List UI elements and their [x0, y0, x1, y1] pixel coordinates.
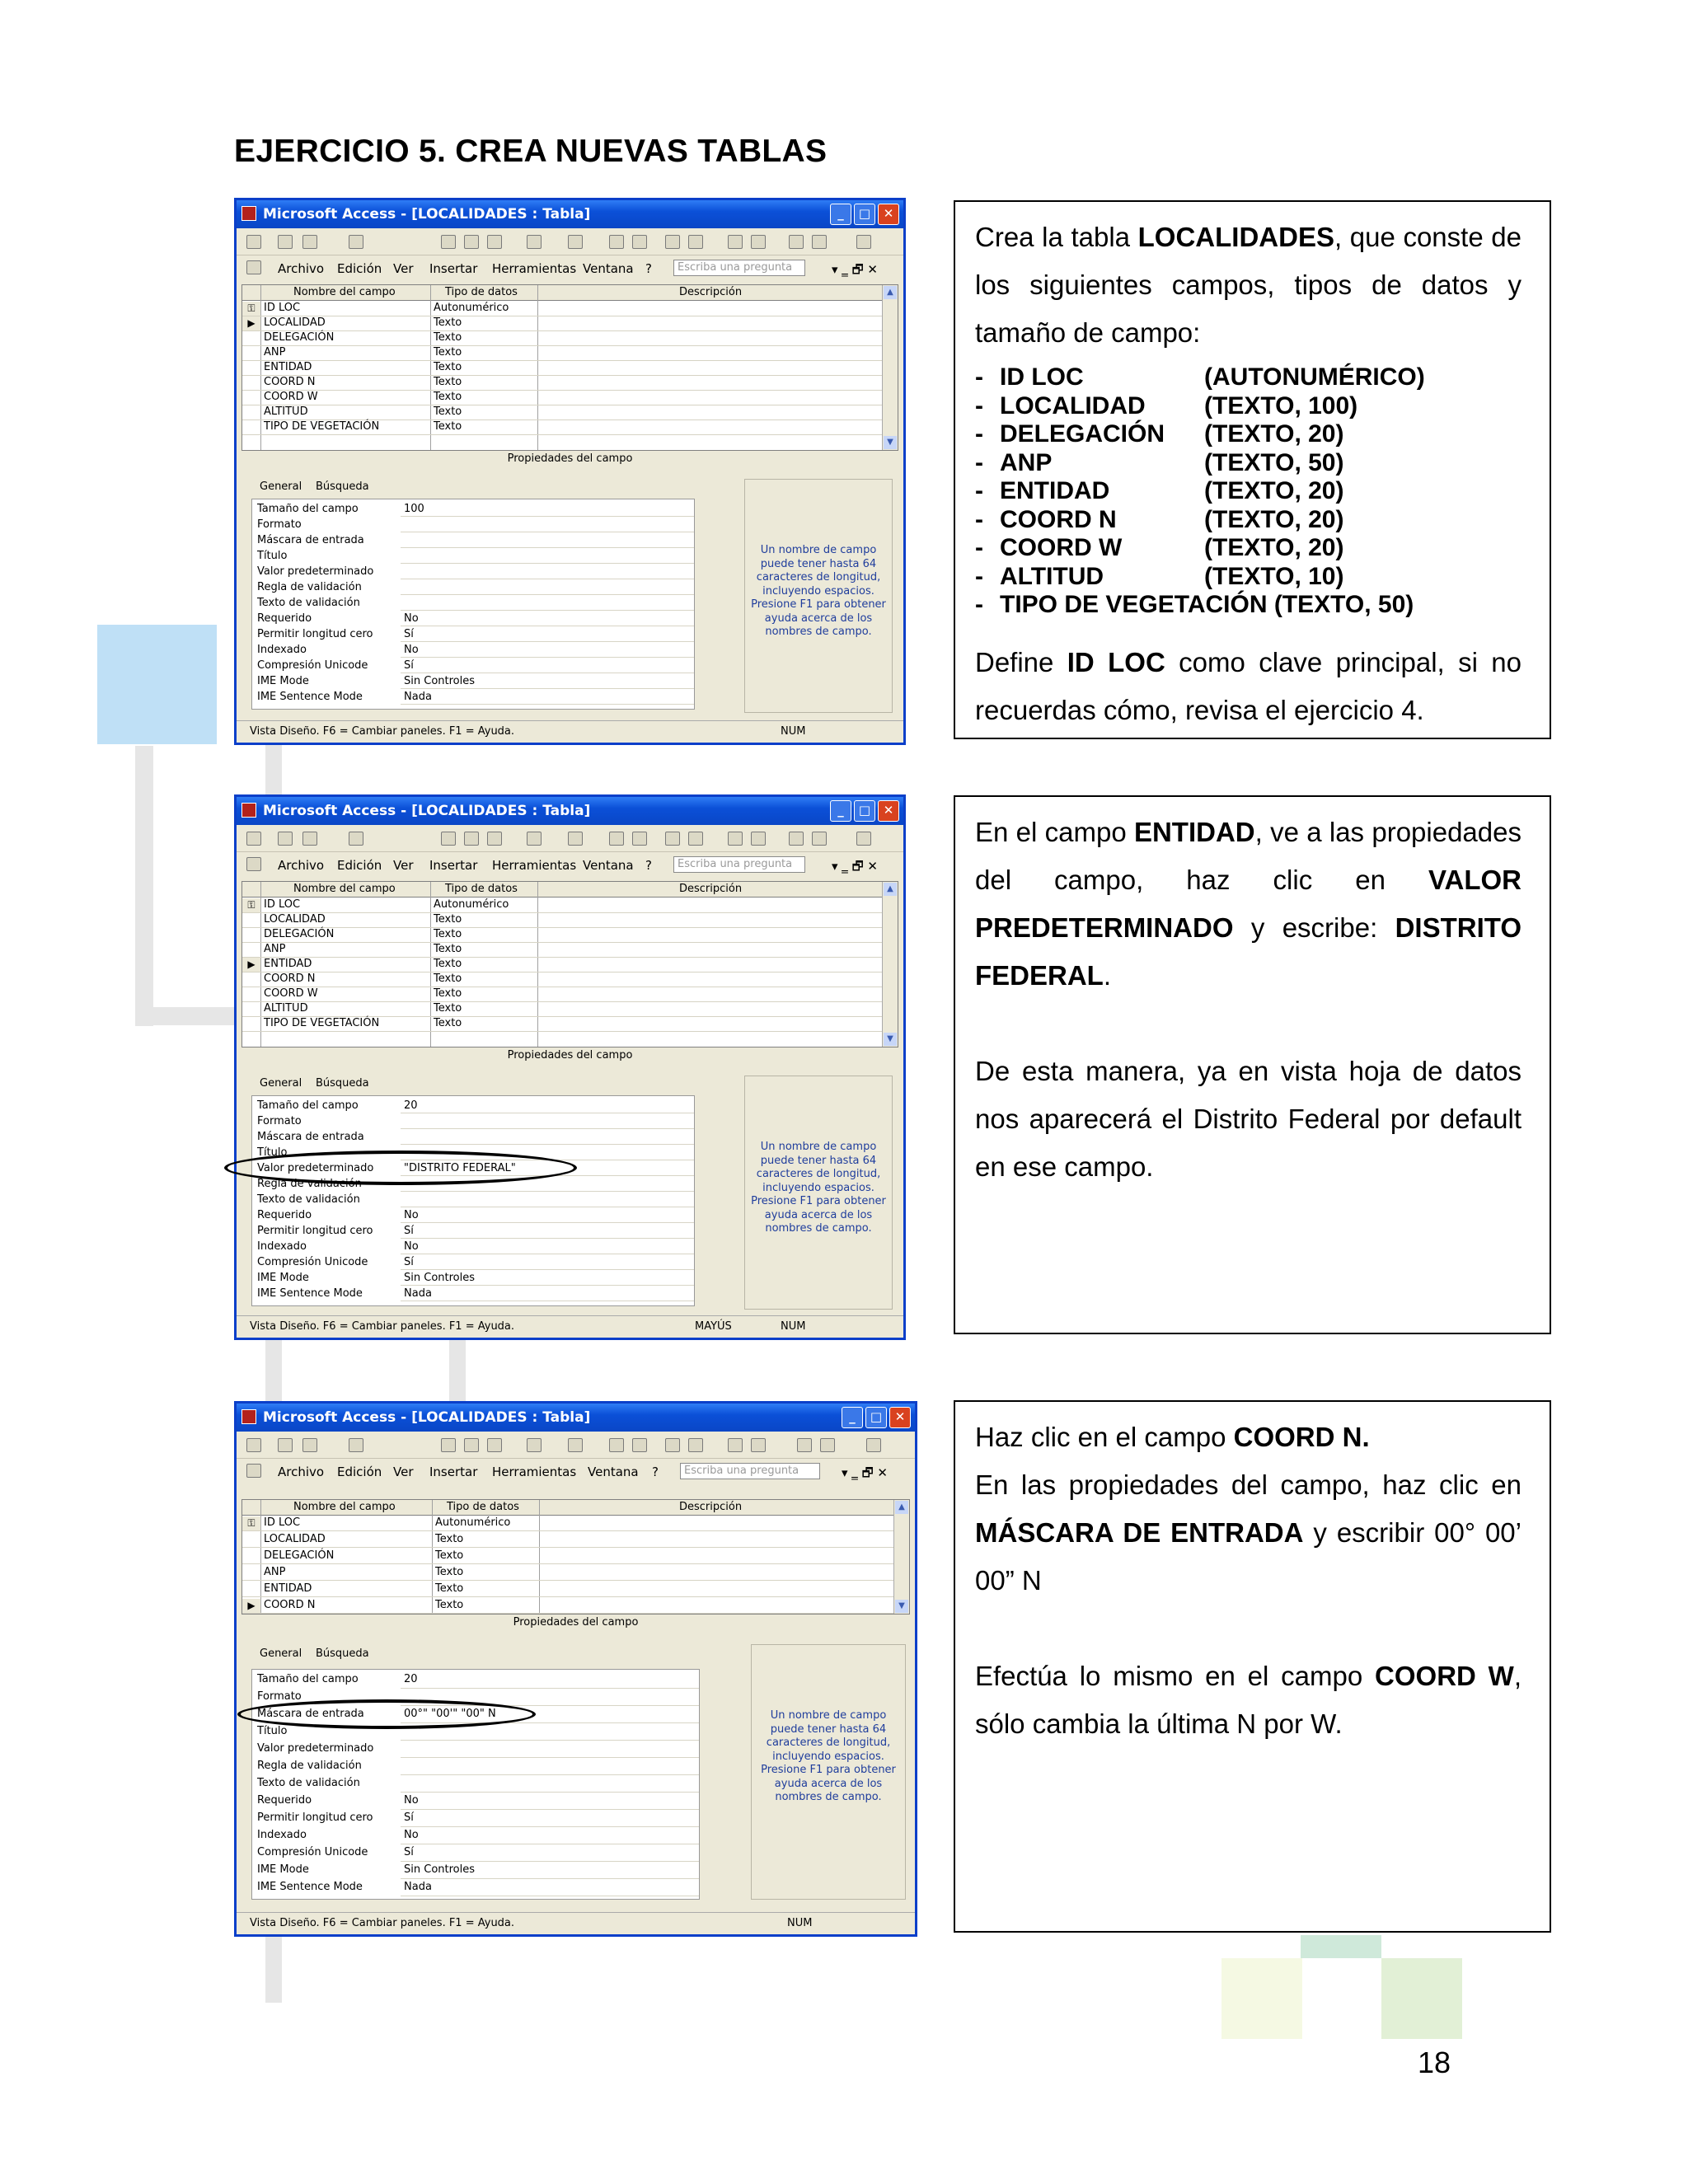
- highlight-ellipse: [237, 1699, 536, 1729]
- menu-bar: [237, 1460, 915, 1484]
- property-row[interactable]: Título: [252, 548, 694, 564]
- table-row[interactable]: ⚿ ID LOC Autonumérico: [242, 898, 883, 913]
- col-field-name: Nombre del campo: [293, 286, 396, 298]
- field-properties: [251, 499, 695, 710]
- status-num: NUM: [787, 1917, 813, 1929]
- close-button[interactable]: ✕: [878, 204, 899, 225]
- menu-herramientas[interactable]: Herramientas: [492, 261, 577, 276]
- title-bar: [237, 1404, 915, 1432]
- current-row-arrow-icon: ▶: [242, 1599, 261, 1613]
- property-row[interactable]: IME Sentence Mode Nada: [252, 1879, 699, 1896]
- tab-general[interactable]: General: [260, 480, 302, 493]
- table-row[interactable]: TIPO DE VEGETACIÓN Texto: [242, 1016, 883, 1032]
- table-icon: [246, 1464, 261, 1478]
- menu-insertar[interactable]: Insertar: [429, 858, 478, 873]
- save-icon[interactable]: [278, 832, 293, 846]
- menu-archivo[interactable]: Archivo: [278, 261, 325, 276]
- table-row[interactable]: ALTITUD Texto: [242, 1001, 883, 1017]
- property-row[interactable]: Máscara de entrada: [252, 532, 694, 548]
- table-row[interactable]: LOCALIDAD Texto: [242, 1532, 894, 1548]
- page-number: 18: [1418, 2046, 1451, 2079]
- property-row[interactable]: Indexado No: [252, 642, 694, 658]
- preview-icon[interactable]: [349, 1438, 363, 1452]
- decor-gray-bar: [265, 1339, 282, 1405]
- database-window-icon[interactable]: [797, 1438, 812, 1452]
- decor-gray-bar: [265, 1937, 282, 2003]
- col-data-type: Tipo de datos: [447, 1501, 519, 1513]
- database-window-icon[interactable]: [789, 235, 804, 249]
- table-row[interactable]: ENTIDAD Texto: [242, 1582, 894, 1597]
- field-item: - COORD N (TEXTO, 20): [975, 505, 1344, 533]
- property-row[interactable]: Título: [252, 1145, 694, 1160]
- close-button[interactable]: ✕: [889, 1407, 911, 1428]
- table-row[interactable]: ▶ COORD N Texto: [242, 1598, 894, 1614]
- tab-busqueda[interactable]: Búsqueda: [316, 1077, 369, 1090]
- menu-ver[interactable]: Ver: [393, 261, 414, 276]
- field-item: - ID LOC (AUTONUMÉRICO): [975, 363, 1425, 391]
- undo-icon[interactable]: [527, 235, 542, 249]
- property-row-valor-predeterminado[interactable]: Valor predeterminado "DISTRITO FEDERAL": [252, 1160, 694, 1176]
- property-row[interactable]: Regla de validación: [252, 1176, 694, 1192]
- property-row[interactable]: Tamaño del campo 20: [252, 1671, 699, 1689]
- menu-help[interactable]: ?: [652, 1465, 659, 1479]
- redo-icon[interactable]: [568, 1438, 583, 1452]
- access-app-icon: [241, 1409, 256, 1424]
- decor-gray-bar: [265, 744, 282, 802]
- save-icon[interactable]: [278, 1438, 293, 1452]
- properties-caption: Propiedades del campo: [507, 1049, 633, 1062]
- instruction-box-1: [954, 200, 1551, 739]
- decor-cream-square: [1221, 1958, 1302, 2039]
- access-window-2: [234, 794, 906, 1340]
- view-icon[interactable]: [246, 1438, 261, 1452]
- menu-herramientas[interactable]: Herramientas: [492, 1465, 577, 1479]
- help-icon[interactable]: [856, 832, 871, 846]
- property-row-mascara-de-entrada[interactable]: Máscara de entrada 00°" "00'" "00" N: [252, 1706, 699, 1723]
- col-field-name: Nombre del campo: [293, 883, 396, 895]
- table-row[interactable]: ▶ LOCALIDAD Texto: [242, 316, 883, 331]
- property-row[interactable]: Regla de validación: [252, 1758, 699, 1775]
- property-row[interactable]: Regla de validación: [252, 579, 694, 595]
- table-row[interactable]: DELEGACIÓN Texto: [242, 927, 883, 943]
- delete-rows-icon[interactable]: [688, 235, 703, 249]
- property-row[interactable]: Compresión Unicode Sí: [252, 1254, 694, 1270]
- current-row-arrow-icon: ▶: [242, 316, 261, 330]
- menu-help[interactable]: ?: [645, 261, 652, 276]
- table-row[interactable]: COORD W Texto: [242, 390, 883, 405]
- build-icon[interactable]: [751, 832, 766, 846]
- properties-icon[interactable]: [728, 832, 743, 846]
- print-icon[interactable]: [302, 235, 317, 249]
- indexes-icon[interactable]: [632, 235, 647, 249]
- new-object-icon[interactable]: [820, 1438, 835, 1452]
- help-text: Un nombre de campo puede tener hasta 64 caracteres de longitud, incluyendo espacios. Presione F1 para obtener ayuda acerca de los nombres de campo.: [744, 1076, 893, 1310]
- decor-mint-square: [1301, 1935, 1381, 1958]
- table-icon: [246, 857, 261, 871]
- property-row[interactable]: IME Mode Sin Controles: [252, 673, 694, 689]
- menu-insertar[interactable]: Insertar: [429, 261, 478, 276]
- menu-help[interactable]: ?: [645, 858, 652, 873]
- menu-edicion[interactable]: Edición: [337, 1465, 382, 1479]
- property-row[interactable]: Compresión Unicode Sí: [252, 1844, 699, 1862]
- property-row[interactable]: Formato: [252, 1689, 699, 1706]
- undo-icon[interactable]: [527, 1438, 542, 1452]
- tab-busqueda[interactable]: Búsqueda: [316, 1647, 369, 1660]
- property-row[interactable]: IME Mode Sin Controles: [252, 1270, 694, 1286]
- window-controls[interactable]: ▾ ‗ 🗗 ✕: [832, 262, 878, 277]
- field-item: - LOCALIDAD (TEXTO, 100): [975, 391, 1358, 419]
- instruction-box-2: [954, 795, 1551, 1334]
- decor-gray-bar: [449, 1339, 466, 1405]
- status-text: Vista Diseño. F6 = Cambiar paneles. F1 = Ayuda.: [250, 1917, 515, 1929]
- redo-icon[interactable]: [568, 832, 583, 846]
- table-row[interactable]: ⚿ ID LOC Autonumérico: [242, 301, 883, 316]
- decor-blue-square: [97, 625, 217, 744]
- menu-ver[interactable]: Ver: [393, 1465, 414, 1479]
- toolbar: [237, 827, 903, 852]
- status-mayus: MAYÚS: [695, 1320, 732, 1333]
- property-row[interactable]: Tamaño del campo 100: [252, 501, 694, 517]
- menu-herramientas[interactable]: Herramientas: [492, 858, 577, 873]
- property-row[interactable]: Requerido No: [252, 1793, 699, 1810]
- table-row[interactable]: COORD N Texto: [242, 972, 883, 987]
- field-item: - ALTITUD (TEXTO, 10): [975, 562, 1344, 590]
- box1-intro: Crea la tabla LOCALIDADES, que conste de los siguientes campos, tipos de datos y tamaño de campo:: [975, 222, 1522, 348]
- menu-edicion[interactable]: Edición: [337, 261, 382, 276]
- field-properties: [251, 1095, 695, 1306]
- print-icon[interactable]: [302, 832, 317, 846]
- cut-icon[interactable]: [441, 1438, 456, 1452]
- box2-intro: En el campo ENTIDAD, ve a las propiedades del campo, haz clic en VALOR PREDETERMINADO y escribe: DISTRITO FEDERAL.: [975, 817, 1522, 991]
- property-row[interactable]: Formato: [252, 1113, 694, 1129]
- table-row[interactable]: COORD N Texto: [242, 375, 883, 391]
- property-row[interactable]: Permitir longitud cero Sí: [252, 1810, 699, 1827]
- box3-step1: Haz clic en el campo COORD N.: [975, 1422, 1370, 1452]
- menu-archivo[interactable]: Archivo: [278, 858, 325, 873]
- property-row[interactable]: Tamaño del campo 20: [252, 1098, 694, 1113]
- menu-archivo[interactable]: Archivo: [278, 1465, 325, 1479]
- access-app-icon: [241, 206, 256, 221]
- new-object-icon[interactable]: [812, 235, 827, 249]
- field-item: - ENTIDAD (TEXTO, 20): [975, 477, 1344, 504]
- instruction-box-3: [954, 1400, 1551, 1933]
- grid-scrollbar[interactable]: ▲ ▼: [882, 285, 898, 450]
- property-row[interactable]: Permitir longitud cero Sí: [252, 1223, 694, 1239]
- field-grid: [241, 1499, 910, 1615]
- table-row[interactable]: ANP Texto: [242, 345, 883, 361]
- paste-icon[interactable]: [487, 1438, 502, 1452]
- field-grid: [241, 284, 898, 451]
- window-title: Microsoft Access - [LOCALIDADES : Tabla]: [263, 206, 591, 223]
- window-controls[interactable]: ▾ ‗ 🗗 ✕: [832, 859, 878, 874]
- properties-caption: Propiedades del campo: [513, 1616, 639, 1629]
- status-bar: [237, 1912, 915, 1934]
- table-row[interactable]: ▶ ENTIDAD Texto: [242, 957, 883, 972]
- tab-general[interactable]: General: [260, 1077, 302, 1090]
- field-item: - COORD W (TEXTO, 20): [975, 534, 1344, 561]
- table-row[interactable]: DELEGACIÓN Texto: [242, 1549, 894, 1564]
- property-row[interactable]: Título: [252, 1723, 699, 1741]
- property-row[interactable]: Texto de validación: [252, 1775, 699, 1793]
- view-icon[interactable]: [246, 832, 261, 846]
- property-row[interactable]: Compresión Unicode Sí: [252, 658, 694, 673]
- delete-rows-icon[interactable]: [688, 832, 703, 846]
- paste-icon[interactable]: [487, 832, 502, 846]
- box3-step3: Efectúa lo mismo en el campo COORD W, sólo cambia la última N por W.: [975, 1661, 1522, 1739]
- grid-header: [242, 285, 898, 301]
- table-icon: [246, 260, 261, 274]
- menu-edicion[interactable]: Edición: [337, 858, 382, 873]
- tab-general[interactable]: General: [260, 1647, 302, 1660]
- property-row[interactable]: IME Mode Sin Controles: [252, 1862, 699, 1879]
- box1-note: Define ID LOC como clave principal, si no recuerdas cómo, revisa el ejercicio 4.: [975, 647, 1522, 725]
- close-button[interactable]: ✕: [878, 800, 899, 822]
- grid-scrollbar[interactable]: ▲ ▼: [893, 1500, 909, 1614]
- indexes-icon[interactable]: [632, 832, 647, 846]
- paste-icon[interactable]: [487, 235, 502, 249]
- field-item: - TIPO DE VEGETACIÓN (TEXTO, 50): [975, 591, 1414, 618]
- cut-icon[interactable]: [441, 832, 456, 846]
- property-row[interactable]: Requerido No: [252, 1207, 694, 1223]
- grid-header: [242, 882, 898, 898]
- menu-bar: [237, 853, 903, 878]
- help-text: Un nombre de campo puede tener hasta 64 caracteres de longitud, incluyendo espacios. Presione F1 para obtener ayuda acerca de los nombres de campo.: [751, 1644, 906, 1900]
- view-icon[interactable]: [246, 235, 261, 249]
- table-row[interactable]: ENTIDAD Texto: [242, 360, 883, 376]
- insert-rows-icon[interactable]: [665, 1438, 680, 1452]
- menu-ventana[interactable]: Ventana: [583, 858, 634, 873]
- col-description: Descripción: [679, 1501, 743, 1513]
- field-item: - ANP (TEXTO, 50): [975, 448, 1344, 476]
- preview-icon[interactable]: [349, 235, 363, 249]
- access-app-icon: [241, 803, 256, 818]
- ask-question-input[interactable]: Escriba una pregunta: [680, 1463, 820, 1479]
- grid-scrollbar[interactable]: ▲ ▼: [882, 882, 898, 1047]
- table-row[interactable]: DELEGACIÓN Texto: [242, 330, 883, 346]
- new-object-icon[interactable]: [812, 832, 827, 846]
- delete-rows-icon[interactable]: [688, 1438, 703, 1452]
- table-row[interactable]: ⚿ ID LOC Autonumérico: [242, 1516, 894, 1531]
- primary-key-icon: ⚿: [242, 302, 261, 316]
- box2-note: De esta manera, ya en vista hoja de datos nos aparecerá el Distrito Federal por default en ese campo.: [975, 1056, 1522, 1182]
- tab-busqueda[interactable]: Búsqueda: [316, 480, 369, 493]
- primary-key-icon[interactable]: [609, 1438, 624, 1452]
- current-row-arrow-icon: ▶: [242, 958, 261, 972]
- database-window-icon[interactable]: [789, 832, 804, 846]
- preview-icon[interactable]: [349, 832, 363, 846]
- col-description: Descripción: [679, 286, 743, 298]
- title-bar: [237, 200, 903, 228]
- insert-rows-icon[interactable]: [665, 235, 680, 249]
- maximize-button[interactable]: □: [854, 204, 875, 225]
- access-window-3: [234, 1401, 917, 1937]
- property-row[interactable]: Indexado No: [252, 1827, 699, 1844]
- primary-key-icon[interactable]: [609, 832, 624, 846]
- page-title: EJERCICIO 5. CREA NUEVAS TABLAS: [234, 134, 828, 169]
- property-row[interactable]: Requerido No: [252, 611, 694, 626]
- maximize-button[interactable]: □: [854, 800, 875, 822]
- help-text: Un nombre de campo puede tener hasta 64 caracteres de longitud, incluyendo espacios. Presione F1 para obtener ayuda acerca de los nombres de campo.: [744, 479, 893, 713]
- window-title: Microsoft Access - [LOCALIDADES : Tabla]: [263, 1409, 591, 1426]
- field-grid: [241, 881, 898, 1047]
- cut-icon[interactable]: [441, 235, 456, 249]
- minimize-button[interactable]: _: [830, 800, 851, 822]
- title-bar: [237, 797, 903, 825]
- properties-icon[interactable]: [728, 235, 743, 249]
- property-row[interactable]: IME Sentence Mode Nada: [252, 689, 694, 705]
- copy-icon[interactable]: [464, 235, 479, 249]
- table-row[interactable]: ANP Texto: [242, 942, 883, 958]
- properties-caption: Propiedades del campo: [507, 452, 633, 465]
- print-icon[interactable]: [302, 1438, 317, 1452]
- menu-ventana[interactable]: Ventana: [588, 1465, 639, 1479]
- property-row[interactable]: IME Sentence Mode Nada: [252, 1286, 694, 1301]
- status-bar: [237, 1315, 903, 1338]
- col-field-name: Nombre del campo: [293, 1501, 396, 1513]
- primary-key-icon[interactable]: [609, 235, 624, 249]
- window-controls[interactable]: ▾ ‗ 🗗 ✕: [842, 1465, 888, 1480]
- status-text: Vista Diseño. F6 = Cambiar paneles. F1 = Ayuda.: [250, 725, 515, 738]
- property-row[interactable]: Valor predeterminado: [252, 564, 694, 579]
- menu-bar: [237, 256, 903, 281]
- property-row[interactable]: Indexado No: [252, 1239, 694, 1254]
- decor-gray-bar: [135, 1007, 238, 1025]
- toolbar: [237, 1433, 915, 1459]
- col-description: Descripción: [679, 883, 743, 895]
- primary-key-icon: ⚿: [242, 898, 261, 912]
- minimize-button[interactable]: _: [830, 204, 851, 225]
- table-row[interactable]: LOCALIDAD Texto: [242, 912, 883, 928]
- build-icon[interactable]: [751, 1438, 766, 1452]
- highlight-ellipse: [224, 1151, 577, 1185]
- help-icon[interactable]: [866, 1438, 881, 1452]
- decor-gray-bar: [135, 746, 153, 1026]
- status-text: Vista Diseño. F6 = Cambiar paneles. F1 = Ayuda.: [250, 1320, 515, 1333]
- property-row[interactable]: Permitir longitud cero Sí: [252, 626, 694, 642]
- minimize-button[interactable]: _: [842, 1407, 863, 1428]
- menu-ver[interactable]: Ver: [393, 858, 414, 873]
- redo-icon[interactable]: [568, 235, 583, 249]
- access-window-1: [234, 198, 906, 745]
- status-bar: [237, 720, 903, 743]
- insert-rows-icon[interactable]: [665, 832, 680, 846]
- property-row[interactable]: Texto de validación: [252, 595, 694, 611]
- grid-header: [242, 1500, 909, 1516]
- primary-key-icon: ⚿: [242, 1516, 261, 1530]
- ask-question-input[interactable]: Escriba una pregunta: [673, 260, 805, 276]
- help-icon[interactable]: [856, 235, 871, 249]
- status-num: NUM: [781, 1320, 806, 1333]
- toolbar: [237, 230, 903, 255]
- property-row[interactable]: Texto de validación: [252, 1192, 694, 1207]
- properties-icon[interactable]: [728, 1438, 743, 1452]
- window-title: Microsoft Access - [LOCALIDADES : Tabla]: [263, 803, 591, 819]
- maximize-button[interactable]: □: [865, 1407, 887, 1428]
- save-icon[interactable]: [278, 235, 293, 249]
- build-icon[interactable]: [751, 235, 766, 249]
- menu-ventana[interactable]: Ventana: [583, 261, 634, 276]
- col-data-type: Tipo de datos: [445, 286, 518, 298]
- menu-insertar[interactable]: Insertar: [429, 1465, 478, 1479]
- indexes-icon[interactable]: [632, 1438, 647, 1452]
- field-item: - DELEGACIÓN (TEXTO, 20): [975, 420, 1344, 448]
- table-row[interactable]: ALTITUD Texto: [242, 405, 883, 420]
- decor-green-square: [1381, 1958, 1462, 2039]
- property-row[interactable]: Máscara de entrada: [252, 1129, 694, 1145]
- copy-icon[interactable]: [464, 832, 479, 846]
- box3-step2: En las propiedades del campo, haz clic en MÁSCARA DE ENTRADA y escribir 00° 00’ 00” N: [975, 1469, 1522, 1596]
- ask-question-input[interactable]: Escriba una pregunta: [673, 856, 805, 873]
- property-row[interactable]: Valor predeterminado: [252, 1741, 699, 1758]
- table-row[interactable]: COORD W Texto: [242, 987, 883, 1002]
- undo-icon[interactable]: [527, 832, 542, 846]
- col-data-type: Tipo de datos: [445, 883, 518, 895]
- status-num: NUM: [781, 725, 806, 738]
- table-row[interactable]: TIPO DE VEGETACIÓN Texto: [242, 419, 883, 435]
- copy-icon[interactable]: [464, 1438, 479, 1452]
- table-row[interactable]: ANP Texto: [242, 1565, 894, 1581]
- property-row[interactable]: Formato: [252, 517, 694, 532]
